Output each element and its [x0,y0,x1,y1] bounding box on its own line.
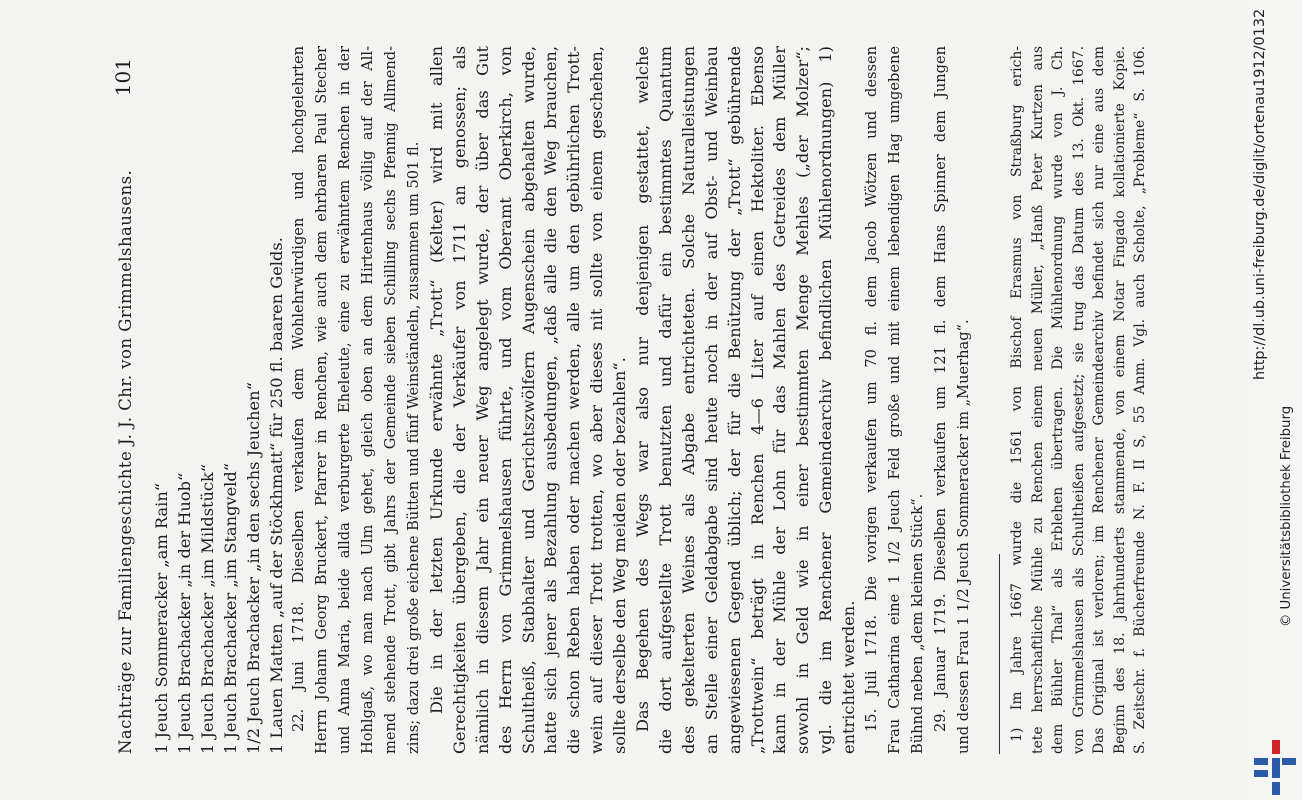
logo-bar-red-top [1272,740,1280,754]
footnote-line: S. Zeitschr. f. Bücherfreunde N. F. II S, 55 Anm. Vgl. auch Scholte, „Probleme“ S. 106. [1132,46,1148,754]
footnote-line: 1) Im Jahre 1667 wurde die 1561 von Bischof Erasmus von Straßburg erich- [1009,46,1025,742]
copyright-notice: © Universitätsbibliothek Freiburg [1279,405,1294,627]
text-line: die dort aufgestellte Trott benutzten und dafür ein bestimmtes Quantum [655,46,675,754]
text-line: des Herrn von Grimmelshausen führte, und vom Oberamt Oberkirch, von [495,46,515,754]
text-line: „Trottwein“ beträgt in Renchen 4—6 Liter auf einen Hektoliter. Ebenso [747,46,767,754]
footnote-line: Beginn des 18. Jahrhunderts stammende, von einem Notar Fingado kollationierte Kopie. [1111,46,1128,754]
text-line: die schon Reben haben oder machen werden, alle um den gebührlichen Trott- [564,46,584,754]
text-line: Schultheiß, Stabhalter und Gerichtszwölfern Augenschein abgehalten wurde, [518,46,538,754]
footnote-line: tete herrschaftliche Mühle zu Renchen einem neuen Müller, „Hanß Peter Kurtzen aus [1029,46,1046,754]
text-line: angewiesenen Gegend üblich; der für die Benützung der „Trott“ gebührende [724,46,744,754]
text-line: 1 Jeuch Brachacker „im Mildstück“ [197,463,217,754]
text-line: 1 Jeuch Sommeracker „am Rain“ [152,482,171,754]
text-line: 15. Juli 1718. Die vorigen verkaufen um 70 fl. dem Jacob Wötzen und dessen [863,46,881,732]
running-head [103,46,135,754]
text-line: 1 Jeuch Brachacker „in der Huob“ [174,472,194,754]
book-page [103,46,1148,754]
footnote-line: Das Original ist verloren; im Renchener Gemeindearchiv befindet sich nur eine aus dem [1091,46,1107,754]
source-url[interactable]: http://dl.ub.uni-freiburg.de/diglit/ortenau1912/0132 [1252,8,1268,380]
text-line: hatte sich jener als Bezahlung ausbedungen, „daß alle die den Weg brauchen, [541,46,561,754]
text-line: 22. Juni 1718. Dieselben verkaufen dem Wohlehrwürdigen und hochgelehrten [290,46,308,732]
text-line: sollte derselbe den Weg meiden oder bezahlen“. [610,357,630,754]
logo-bar-blue-mid [1272,758,1280,778]
text-line: Frau Catharina eine 1 1/2 Jeuch Feld große und mit einem lebendigen Hag umgebene [886,46,903,754]
text-line: mend stehende Trott, gibt Jahrs der Gemeinde sieben Schilling sechs Pfennig Allmend- [382,46,400,754]
text-line: sowohl in Geld wie in einer bestimmten Menge Mehles („der Molzer“; [793,46,813,754]
footnote-line: von Grimmelshausen als Schultheißen aufgesetzt; sie trug das Datum des 13. Okt. 1667. [1070,46,1087,754]
footnotes [1007,46,1151,754]
text-line: Herrn Johann Georg Bruckert, Pfarrer in Renchen, wie auch dem ehrbaren Paul Stecher [313,46,331,754]
logo-bar-blue-left [1254,758,1268,765]
text-line: Das Begehen des Wegs war also nur denjenigen gestattet, welche [633,46,653,732]
logo-bar-blue-right [1282,758,1296,765]
footnote-line: dem Bühler Thal“ als Erblehen übertragen. Die Mühlenordnung wurde von J. Ch. [1050,46,1066,754]
text-line: entrichtet werden. [839,600,859,754]
ub-freiburg-logo-icon [1252,740,1298,795]
text-line: Hohlgaß, wo man nach Ulm gehet, gleich oben an dem Hirtenhaus völlig auf der All- [359,46,377,754]
running-title: Nachträge zur Familiengeschichte J. J. Chr. von Grimmelshausens. [116,169,135,754]
body-text [151,46,976,754]
text-line: zins; dazu drei große eichene Bütten und fünf Weinständeln, zusammen um 501 fl. [404,141,422,754]
text-line: Die in der letzten Urkunde erwähnte „Trott“ (Kelter) wird mit allen [426,46,446,714]
text-line: an Stelle einer Geldabgabe sind heute noch in der auf Obst- und Weinbau [701,46,721,754]
text-line: kann in der Mühle der Lohn für das Mahlen des Getreides dem Müller [770,46,790,754]
text-line: und dessen Frau 1 1/2 Jeuch Sommeracker im „Muerhag“. [954,319,972,754]
text-line: 1 Lauen Matten „auf der Stöckhmatt“ für 250 fl. baaren Gelds. [266,237,286,754]
text-line: 29. Januar 1719. Dieselben verkaufen um 121 fl. dem Hans Spinner dem Jungen [931,46,949,732]
text-line: Gerechtigkeiten übergeben, die der Verkäufer von 1711 an genossen; als [449,46,469,754]
page-number: 101 [111,58,135,97]
text-line: vgl. die im Renchener Gemeindearchiv befindlichen Mühlenordnungen) 1) [816,46,836,754]
text-line: Bühnd neben „dem kleinen Stück“. [908,493,926,754]
text-line: und Anna Maria, beide allda verburgerte Eheleute, eine zu erwähntem Renchen in der [336,46,354,754]
text-line: wein auf dieser Trott trotten, wo aber dieses nit sollte von einem geschehen, [587,46,607,754]
text-line: nämlich in diesem Jahr ein neuer Weg angelegt wurde, der über das Gut [472,46,492,754]
footnote-rule [999,554,1000,754]
logo-bar-blue-low [1254,770,1268,777]
text-line: des gekelterten Weines als Abgabe entrichteten. Solche Naturalleistungen [678,46,698,754]
text-line: 1/2 Jeuch Brachacker „in den sechs Jeuchen“ [243,382,263,754]
logo-bar-blue-bottom [1272,782,1280,795]
text-line: 1 Jeuch Brachacker „im Stangveld“ [220,463,240,754]
